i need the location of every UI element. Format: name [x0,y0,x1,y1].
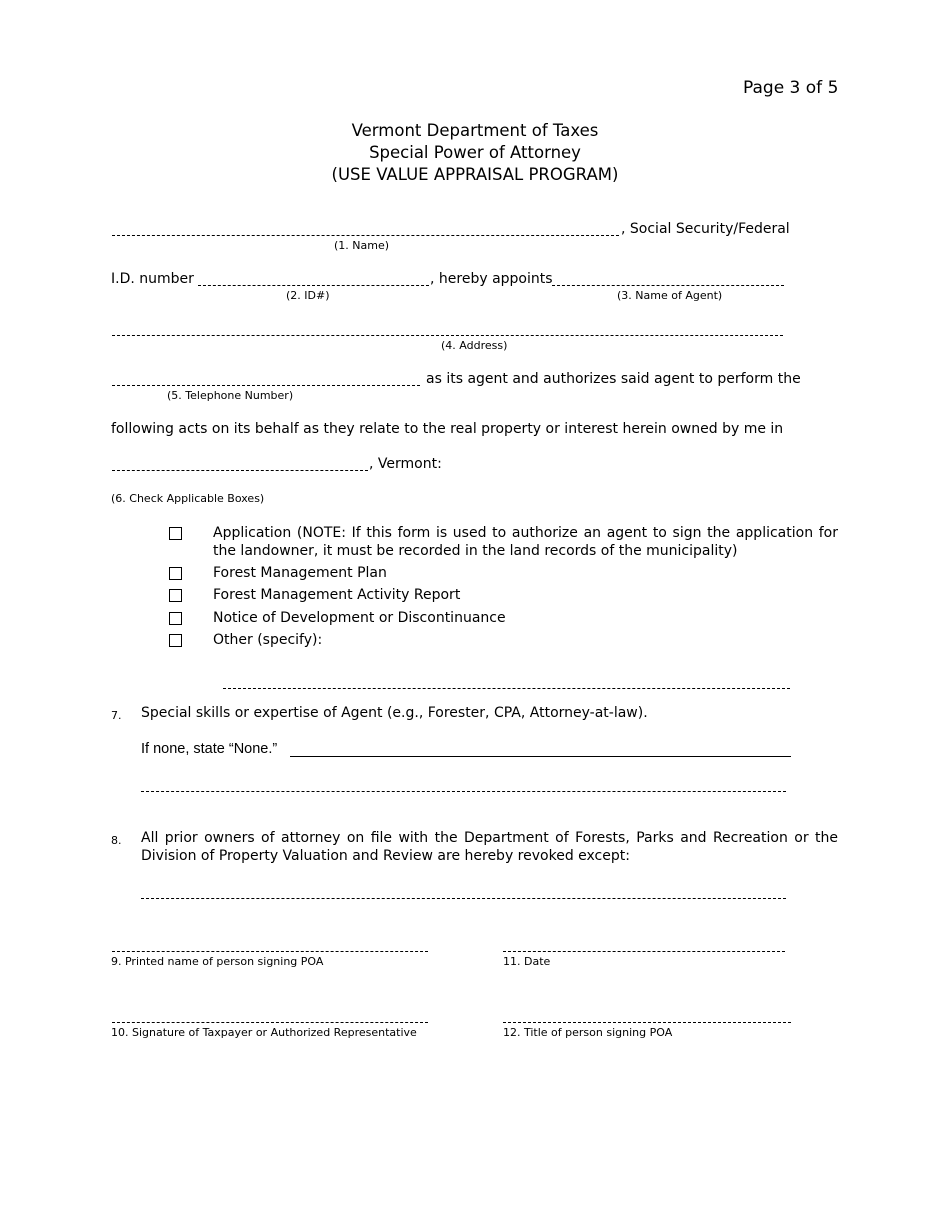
signature-caption: 10. Signature of Taxpayer or Authorized Representative [111,1026,417,1039]
checkbox-activity-report[interactable] [169,589,182,602]
item7-none-label: If none, state “None.” [141,741,278,757]
address-caption: (4. Address) [441,339,508,352]
telephone-field[interactable] [112,385,420,386]
checkbox-other[interactable] [169,634,182,647]
option-application: Application (NOTE: If this form is used to authorize an agent to sign the application for the landowner, it must be recorded in the land records of the municipality) [213,525,838,559]
other-specify-field[interactable] [223,688,790,689]
vermont-label: , Vermont: [369,456,442,472]
checkbox-forest-management-plan[interactable] [169,567,182,580]
page-number: Page 3 of 5 [743,78,839,98]
appoints-label: , hereby appoints [430,271,553,287]
id-number-label: I.D. number [111,271,194,287]
checkbox-notice-development[interactable] [169,612,182,625]
name-field[interactable] [112,235,619,236]
agent-caption: (3. Name of Agent) [617,289,723,302]
id-caption: (2. ID#) [286,289,330,302]
option-notice-development: Notice of Development or Discontinuance [213,610,506,626]
date-caption: 11. Date [503,955,551,968]
header-program: (USE VALUE APPRAISAL PROGRAM) [331,165,619,184]
check-caption: (6. Check Applicable Boxes) [111,492,265,505]
printed-name-caption: 9. Printed name of person signing POA [111,955,324,968]
telephone-caption: (5. Telephone Number) [167,389,294,402]
agent-authorization-text: as its agent and authorizes said agent to perform the [426,371,801,387]
municipality-field[interactable] [112,470,368,471]
item7-text: Special skills or expertise of Agent (e.g., Forester, CPA, Attorney-at-law). [141,705,648,721]
ss-federal-label: , Social Security/Federal [621,221,790,237]
option-activity-report: Forest Management Activity Report [213,587,461,603]
date-field[interactable] [503,951,785,952]
id-number-field[interactable] [198,285,429,286]
option-forest-management-plan: Forest Management Plan [213,565,387,581]
printed-name-field[interactable] [112,951,428,952]
name-caption: (1. Name) [334,239,390,252]
header-agency: Vermont Department of Taxes [351,121,599,140]
acts-statement: following acts on its behalf as they relate to the real property or interest herein owned by me in [111,421,784,437]
checkbox-application[interactable] [169,527,182,540]
item7-number: 7. [111,709,122,722]
item8-number: 8. [111,834,122,847]
title-field[interactable] [503,1022,791,1023]
title-caption: 12. Title of person signing POA [503,1026,673,1039]
skills-field-2[interactable] [141,791,786,792]
agent-name-field[interactable] [552,285,784,286]
header-form-title: Special Power of Attorney [369,143,581,162]
item8-text: All prior owners of attorney on file with the Department of Forests, Parks and Recreation or the Division of Property Valuation and Review are hereby revoked except: [141,830,838,864]
signature-field[interactable] [112,1022,428,1023]
exceptions-field[interactable] [141,898,786,899]
option-other: Other (specify): [213,632,323,648]
address-field[interactable] [112,335,783,336]
skills-field[interactable] [290,756,791,757]
